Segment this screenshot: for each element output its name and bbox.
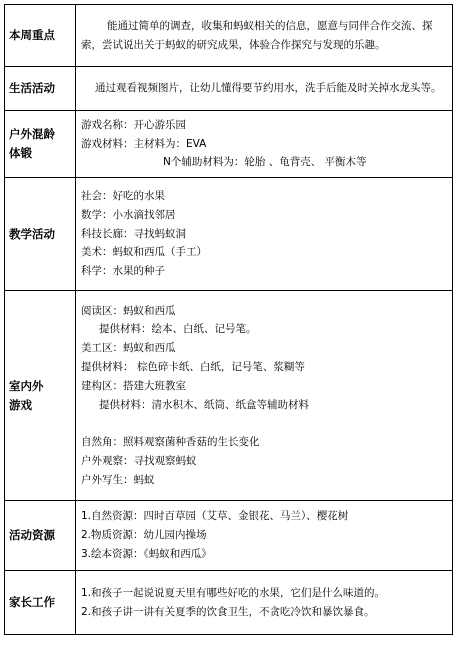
content-indoor-outdoor-games (76, 291, 453, 501)
label-parent-work: 家长工作 (5, 571, 76, 635)
content-outdoor-exercise (76, 111, 453, 178)
nature-corner: 自然角：照料观察菌种香菇的生长变化 (81, 436, 260, 449)
row-parent-work (5, 571, 453, 635)
row-weekly-focus (5, 5, 453, 67)
build-area-materials: 提供材料：清水积木、纸筒、纸盒等辅助材料 (99, 398, 309, 411)
label-weekly-focus: 本周重点 (5, 5, 76, 67)
teaching-item-science: 科学：水果的种子 (81, 265, 165, 278)
outdoor-observation: 户外观察：寻找观察蚂蚁 (81, 454, 197, 467)
teaching-item-social: 社会：好吃的水果 (81, 190, 165, 202)
parent-work-item-1: 1.和孩子一起说说夏天里有哪些好吃的水果，它们是什么味道的。 (81, 586, 386, 599)
row-outdoor-exercise (5, 111, 453, 178)
label-games-line1: 室内外 (9, 378, 44, 393)
row-indoor-outdoor-games (5, 291, 453, 501)
row-activity-resources (5, 501, 453, 571)
label-games-line2: 游戏 (9, 397, 32, 412)
art-area-materials: 提供材料： 棕色碎卡纸、白纸，记号笔、浆糊等 (81, 360, 305, 373)
reading-area: 阅读区：蚂蚁和西瓜 (81, 304, 176, 317)
teaching-item-tech: 科技长廊：寻找蚂蚁洞 (81, 227, 186, 240)
teaching-item-math: 数学：小水滴找邻居 (81, 208, 176, 221)
art-area: 美工区：蚂蚁和西瓜 (81, 342, 176, 355)
content-teaching-activity (76, 178, 453, 291)
row-life-activity (5, 67, 453, 111)
resource-natural: 1.自然资源：四时百草园（艾草、金银花、马兰）、樱花树 (81, 510, 349, 523)
build-area: 建构区：搭建大班教室 (81, 379, 186, 392)
label-outdoor-line1: 户外混龄 (9, 127, 55, 141)
resource-material: 2.物质资源：幼儿园内操场 (81, 529, 207, 542)
outdoor-game-main-material: 游戏材料：主材料为：EVA (81, 137, 207, 150)
label-teaching-activity: 教学活动 (5, 178, 76, 291)
outdoor-game-aux-material: N个辅助材料为：轮胎 、龟背壳、 平衡木等 (163, 156, 367, 169)
outdoor-sketching: 户外写生：蚂蚁 (81, 473, 155, 486)
content-life-activity (76, 67, 453, 111)
weekly-focus-text: 能通过简单的调查，收集和蚂蚁相关的信息，愿意与同伴合作交流、探索，尝试说出关于蚂蚁的研究成果，体验合作探究与发现的乐趣。 (81, 19, 433, 51)
resource-picture-book: 3.绘本资源：《蚂蚁和西瓜》 (81, 547, 212, 560)
row-teaching-activity (5, 178, 453, 291)
weekly-plan-table (4, 4, 453, 635)
content-weekly-focus (76, 5, 453, 67)
content-parent-work (76, 571, 453, 635)
label-outdoor-line2: 体锻 (9, 146, 32, 160)
outdoor-game-name: 游戏名称：开心游乐园 (81, 118, 186, 131)
content-activity-resources (76, 501, 453, 571)
spacer (81, 414, 447, 433)
reading-area-materials: 提供材料：绘本、白纸、记号笔。 (99, 323, 257, 336)
label-outdoor-exercise (5, 111, 76, 178)
label-life-activity: 生活活动 (5, 67, 76, 111)
life-activity-text: 通过观看视频图片，让幼儿懂得要节约用水，洗手后能及时关掉水龙头等。 (95, 82, 442, 95)
label-activity-resources: 活动资源 (5, 501, 76, 571)
parent-work-item-2: 2.和孩子讲一讲有关夏季的饮食卫生，不贪吃冷饮和暴饮暴食。 (81, 605, 375, 618)
teaching-item-art: 美术：蚂蚁和西瓜（手工） (81, 246, 207, 259)
label-indoor-outdoor-games (5, 291, 76, 501)
